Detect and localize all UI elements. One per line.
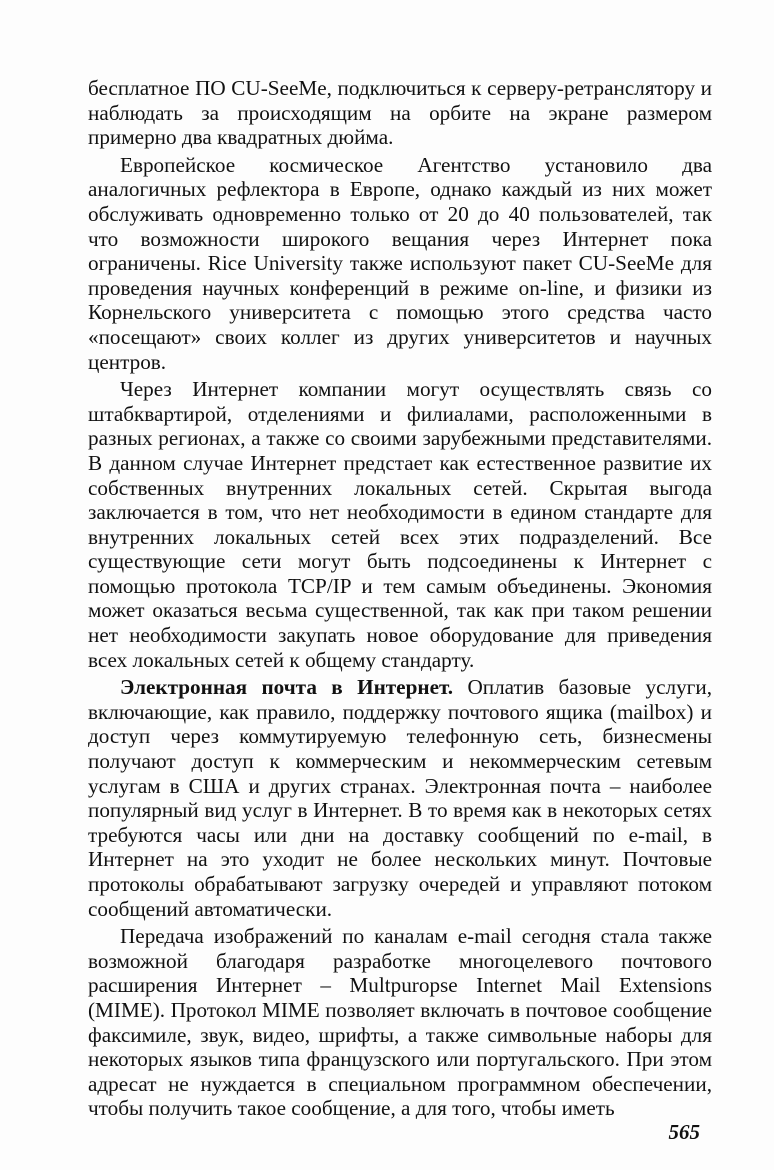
paragraph-text: Европейское космическое Агентство установило два аналогичных рефлектора в Европе, однако каждый из них может обслуживать одновременно только от 20 до 40 пользователей, так что возможности широкого вещания через Интернет пока ограничены. Rice University также используют пакет CU-SeeMe для проведения научных конференций в режиме on-line, и физики из Корнельского университета с помощью этого средства часто «посещают» своих коллег из других университетов и научных центров.: [88, 152, 712, 374]
paragraph-text: Передача изображений по каналам e-mail сегодня стала также возможной благодаря разработке многоцелевого почтового расширения Интернет – Multpuropse Internet Mail Extensions (MIME). Протокол MIME позволяет включать в почтовое сообщение факсимиле, звук, видео, шрифты, а также символьные наборы для некоторых языков типа французского или португальского. При этом адресат не нуждается в специальном программном обеспечении, чтобы получить такое сообщение, а для того, чтобы иметь: [88, 924, 712, 1121]
paragraph-text: Оплатив базовые услуги, включающие, как правило, поддержку почтового ящика (mailbox) и доступ через коммутируемую телефонную сеть, бизнесмены получают доступ к коммерческим и некоммерческим сетевым услугам в США и других странах. Электронная почта – наиболее популярный вид услуг в Интернет. В то время как в некоторых сетях требуются часы или дни на доставку сообщений по e-mail, в Интернет на это уходит не более нескольких минут. Почтовые протоколы обрабатывают загрузку очередей и управляют потоком сообщений автоматически.: [88, 675, 712, 921]
body-text: [88, 76, 712, 1121]
paragraph-lead-heading: Электронная почта в Интернет.: [120, 675, 454, 700]
paragraph: [88, 153, 712, 374]
paragraph: [88, 377, 712, 672]
page-number: 565: [668, 1120, 700, 1144]
paragraph: [88, 76, 712, 150]
paragraph-text: бесплатное ПО CU-SeeMe, подключиться к серверу-ретранслятору и наблюдать за происходящим на орбите на экране размером примерно два квадратных дюйма.: [88, 76, 712, 150]
paragraph: [88, 924, 712, 1121]
paragraph: [88, 675, 712, 921]
paragraph-text: Через Интернет компании могут осуществлять связь со штабквартирой, отделениями и филиалами, расположенными в разных регионах, а также со своими зарубежными представителями. В данном случае Интернет предстает как естественное развитие их собственных внутренних локальных сетей. Скрытая выгода заключается в том, что нет необходимости в едином стандарте для внутренних локальных сетей всех этих подразделений. Все существующие сети могут быть подсоединены к Интернет с помощью протокола TCP/IP и тем самым объединены. Экономия может оказаться весьма существенной, так как при таком решении нет необходимости закупать новое оборудование для приведения всех локальных сетей к общему стандарту.: [88, 377, 712, 672]
